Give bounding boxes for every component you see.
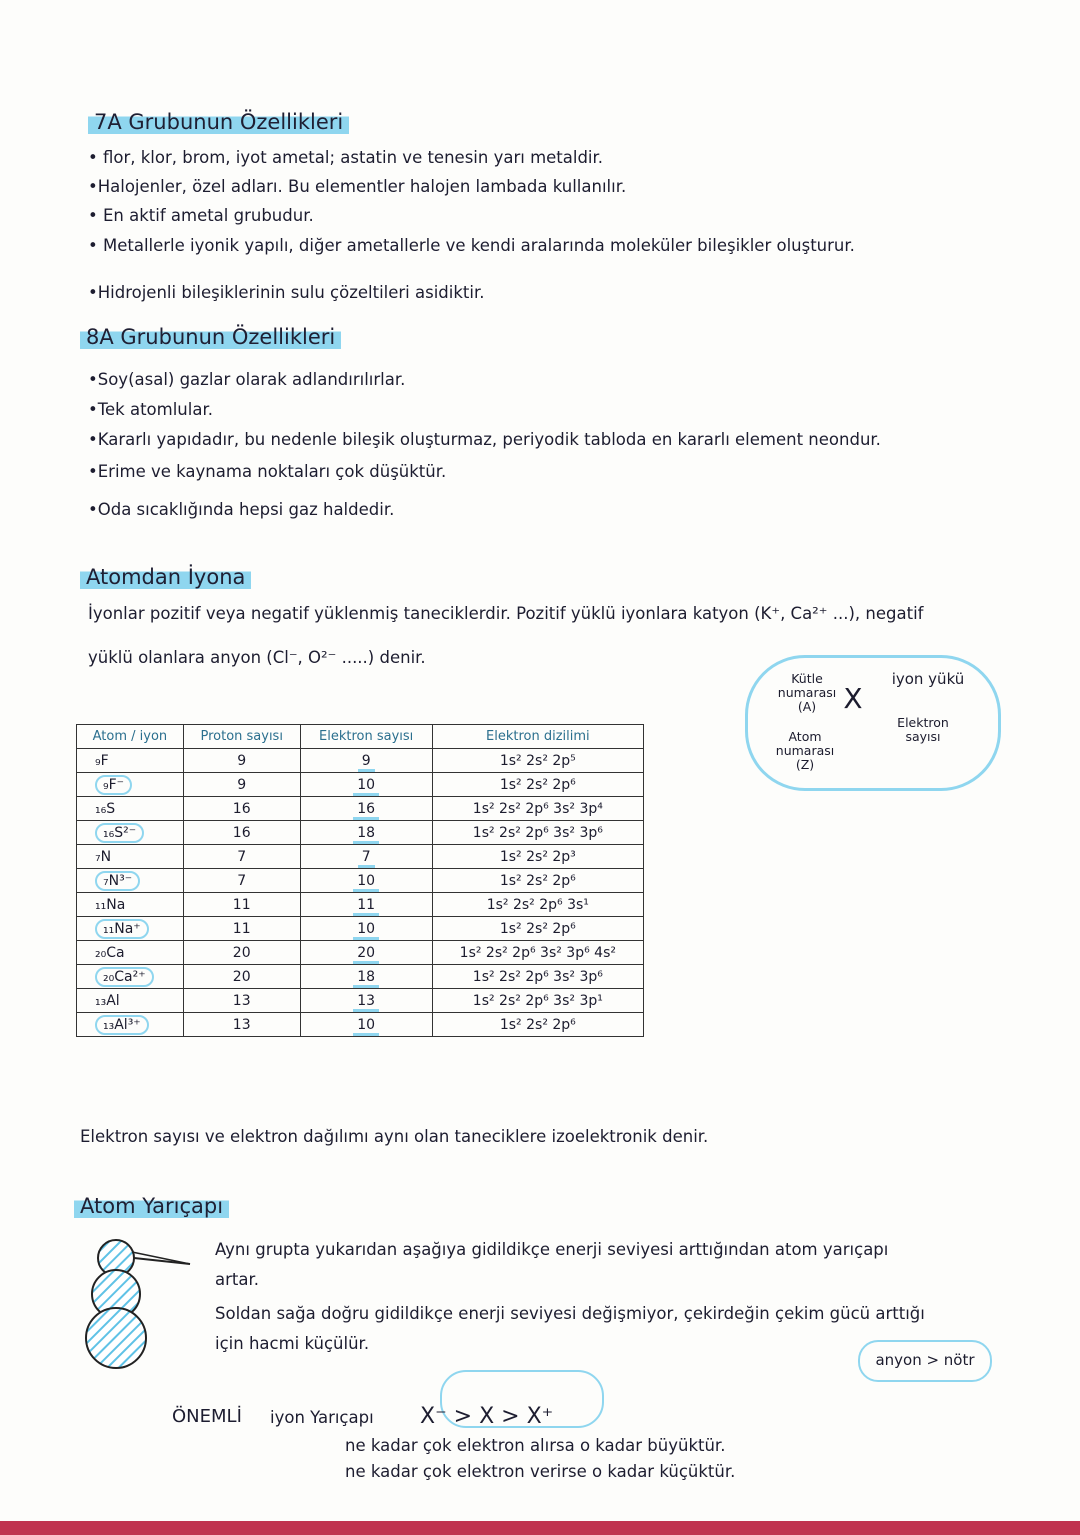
table-header: Elektron sayısı (300, 725, 432, 749)
cell-electron-count (300, 965, 432, 989)
cell-electron-count (300, 869, 432, 893)
section-7a-line-1: • flor, klor, brom, iyot ametal; astatin ve tenesin yarı metaldir. (88, 148, 604, 167)
cell-electron-configuration-text: 1s² 2s² 2p⁶ (499, 1016, 576, 1033)
cell-electron-count (300, 797, 432, 821)
onemli-label: ÖNEMLİ (172, 1406, 242, 1427)
cell-electron-count (300, 893, 432, 917)
cell-electron-configuration-text: 1s² 2s² 2p⁶ 3s² 3p¹ (472, 992, 603, 1009)
cell-electron-configuration (432, 989, 643, 1013)
atom-yaricapi-line-3: Soldan sağa doğru gidildikçe enerji seviyesi değişmiyor, çekirdeğin çekim gücü arttığı (215, 1304, 925, 1323)
cell-species-text: ₉F⁻ (95, 775, 132, 795)
cell-species (77, 893, 184, 917)
section-8a-title: 8A Grubunun Özellikleri (80, 323, 341, 351)
cell-proton-count-text: 13 (232, 992, 251, 1009)
cell-proton-count (183, 917, 300, 941)
cell-species (77, 821, 184, 845)
cell-proton-count (183, 1013, 300, 1037)
cell-proton-count (183, 869, 300, 893)
cell-electron-configuration-text: 1s² 2s² 2p³ (499, 848, 576, 865)
cell-electron-count (300, 749, 432, 773)
cell-electron-configuration (432, 869, 643, 893)
ion-notation-cloud (745, 655, 1001, 791)
cell-proton-count-text: 9 (237, 752, 247, 769)
cell-electron-count (300, 989, 432, 1013)
cell-electron-configuration (432, 893, 643, 917)
cell-electron-configuration-text: 1s² 2s² 2p⁶ (499, 776, 576, 793)
cell-electron-configuration (432, 1013, 643, 1037)
cell-electron-count-text: 10 (353, 777, 379, 796)
cell-species (77, 941, 184, 965)
section-8a-line-1: •Soy(asal) gazlar olarak adlandırılırlar. (88, 370, 406, 389)
table-row (77, 821, 644, 845)
atom-yaricapi-line-2: artar. (215, 1270, 259, 1289)
cell-electron-count-text: 7 (358, 849, 375, 868)
page-edge (0, 1521, 1080, 1535)
cell-electron-configuration (432, 797, 643, 821)
cell-proton-count (183, 965, 300, 989)
cell-electron-count-text: 18 (353, 825, 379, 844)
table-row (77, 773, 644, 797)
cell-electron-count-text: 10 (353, 921, 379, 940)
cell-proton-count-text: 20 (232, 944, 251, 961)
ion-radius-line-1: ne kadar çok elektron alırsa o kadar büyüktür. (345, 1436, 726, 1455)
section-7a-line-4: • Metallerle iyonik yapılı, diğer ametallerle ve kendi aralarında moleküler bileşikler oluşturur. (88, 236, 855, 255)
cell-electron-configuration (432, 917, 643, 941)
cloud-mass-number: Kütle numarası (A) (777, 671, 837, 714)
ion-radius-order: X⁻ > X > X⁺ (420, 1404, 554, 1429)
cell-electron-configuration-text: 1s² 2s² 2p⁶ 3s² 3p⁶ (472, 824, 603, 841)
section-8a-line-3: •Kararlı yapıdadır, bu nedenle bileşik oluşturmaz, periyodik tabloda en kararlı element neondur. (88, 430, 881, 449)
table-header: Elektron dizilimi (432, 725, 643, 749)
ion-table (76, 724, 644, 1037)
cell-proton-count-text: 7 (237, 872, 247, 889)
cell-electron-count-text: 13 (353, 993, 379, 1012)
table-row (77, 1013, 644, 1037)
section-8a-line-2: •Tek atomlular. (88, 400, 213, 419)
cell-species (77, 989, 184, 1013)
cell-proton-count (183, 893, 300, 917)
cell-proton-count (183, 749, 300, 773)
cell-electron-count (300, 845, 432, 869)
cell-species-text: ₇N³⁻ (95, 871, 140, 891)
cloud-ion-charge: iyon yükü (891, 670, 965, 688)
cell-proton-count-text: 11 (232, 920, 251, 937)
cell-proton-count (183, 989, 300, 1013)
table-header: Proton sayısı (183, 725, 300, 749)
cell-electron-configuration-text: 1s² 2s² 2p⁶ 3s² 3p⁶ 4s² (459, 944, 616, 961)
section-8a-line-5: •Oda sıcaklığında hepsi gaz haldedir. (88, 500, 395, 519)
cell-species-text: ₁₆S²⁻ (95, 823, 144, 843)
cell-proton-count-text: 16 (232, 800, 251, 817)
cell-species-text: ₂₀Ca (95, 944, 125, 961)
cell-species-text: ₁₆S (95, 800, 116, 817)
table-row (77, 845, 644, 869)
cell-proton-count (183, 773, 300, 797)
section-8a-line-4: •Erime ve kaynama noktaları çok düşüktür. (88, 462, 447, 481)
cell-species-text: ₁₁Na (95, 896, 126, 913)
izoelektronik-definition: Elektron sayısı ve elektron dağılımı aynı olan taneciklere izoelektronik denir. (80, 1127, 709, 1146)
cell-proton-count (183, 845, 300, 869)
ion-radius-line-2: ne kadar çok elektron verirse o kadar küçüktür. (345, 1462, 736, 1481)
cell-proton-count (183, 797, 300, 821)
cell-electron-count-text: 10 (353, 873, 379, 892)
cell-electron-configuration-text: 1s² 2s² 2p⁶ (499, 920, 576, 937)
cloud-electron-count: Elektron sayısı (897, 715, 949, 744)
cell-electron-count-text: 18 (353, 969, 379, 988)
cell-species (77, 845, 184, 869)
atom-yaricapi-line-4: için hacmi küçülür. (215, 1334, 370, 1353)
iyon-yaricapi-label: iyon Yarıçapı (270, 1408, 374, 1427)
cell-electron-count-text: 16 (353, 801, 379, 820)
cell-electron-configuration-text: 1s² 2s² 2p⁶ 3s² 3p⁴ (472, 800, 603, 817)
cell-proton-count (183, 941, 300, 965)
cell-species-text: ₁₃Al (95, 992, 120, 1009)
table-row (77, 917, 644, 941)
cell-electron-count (300, 941, 432, 965)
cell-electron-configuration (432, 773, 643, 797)
section-7a-title: 7A Grubunun Özellikleri (88, 108, 349, 136)
cell-species (77, 797, 184, 821)
cell-electron-configuration (432, 749, 643, 773)
table-row (77, 749, 644, 773)
cell-electron-count (300, 1013, 432, 1037)
cell-electron-count (300, 773, 432, 797)
table-row (77, 965, 644, 989)
table-header: Atom / iyon (77, 725, 184, 749)
cell-electron-configuration-text: 1s² 2s² 2p⁶ (499, 872, 576, 889)
cell-electron-configuration (432, 845, 643, 869)
atom-yaricapi-title: Atom Yarıçapı (74, 1192, 229, 1220)
cell-electron-configuration-text: 1s² 2s² 2p⁵ (499, 752, 576, 769)
cell-species-text: ₉F (95, 752, 109, 769)
atomdan-iyona-line-1: İyonlar pozitif veya negatif yüklenmiş taneciklerdir. Pozitif yüklü iyonlara katyon (K⁺, Ca²⁺ ...), negatif (88, 604, 924, 623)
cell-species-text: ₇N (95, 848, 112, 865)
cloud-atomic-number: Atom numarası (Z) (775, 729, 835, 772)
atomdan-iyona-title: Atomdan İyona (80, 563, 251, 591)
cloud-symbol-x: X (843, 682, 863, 715)
atom-size-drawing-icon (72, 1232, 212, 1372)
table-header-row (77, 725, 644, 749)
cell-proton-count-text: 9 (237, 776, 247, 793)
cell-proton-count (183, 821, 300, 845)
table-row (77, 797, 644, 821)
cell-electron-count-text: 10 (353, 1017, 379, 1036)
cell-species-text: ₂₀Ca²⁺ (95, 967, 154, 987)
cell-electron-count-text: 20 (353, 945, 379, 964)
section-7a-line-2: •Halojenler, özel adları. Bu elementler halojen lambada kullanılır. (88, 177, 627, 196)
section-7a-line-5: •Hidrojenli bileşiklerinin sulu çözeltileri asidiktir. (88, 283, 485, 302)
cell-species-text: ₁₃Al³⁺ (95, 1015, 149, 1035)
table-row (77, 941, 644, 965)
cell-species (77, 749, 184, 773)
cell-electron-configuration (432, 965, 643, 989)
cell-electron-count-text: 9 (358, 753, 375, 772)
cell-species (77, 773, 184, 797)
anyon-notr-note: anyon > nötr (858, 1340, 992, 1382)
cell-electron-configuration (432, 821, 643, 845)
cell-electron-configuration (432, 941, 643, 965)
cell-species (77, 869, 184, 893)
cell-electron-count (300, 821, 432, 845)
cell-species (77, 1013, 184, 1037)
cell-species (77, 917, 184, 941)
cell-species-text: ₁₁Na⁺ (95, 919, 149, 939)
cell-proton-count-text: 11 (232, 896, 251, 913)
cell-species (77, 965, 184, 989)
cell-proton-count-text: 7 (237, 848, 247, 865)
table-row (77, 989, 644, 1013)
table-row (77, 893, 644, 917)
cell-electron-count-text: 11 (353, 897, 379, 916)
cell-electron-configuration-text: 1s² 2s² 2p⁶ 3s¹ (486, 896, 589, 913)
atomdan-iyona-line-2: yüklü olanlara anyon (Cl⁻, O²⁻ .....) denir. (88, 648, 426, 667)
atom-yaricapi-line-1: Aynı grupta yukarıdan aşağıya gidildikçe enerji seviyesi arttığından atom yarıçapı (215, 1240, 889, 1259)
cell-proton-count-text: 16 (232, 824, 251, 841)
cell-electron-count (300, 917, 432, 941)
cell-proton-count-text: 13 (232, 1016, 251, 1033)
table-row (77, 869, 644, 893)
cell-proton-count-text: 20 (232, 968, 251, 985)
section-7a-line-3: • En aktif ametal grubudur. (88, 206, 314, 225)
cell-electron-configuration-text: 1s² 2s² 2p⁶ 3s² 3p⁶ (472, 968, 603, 985)
